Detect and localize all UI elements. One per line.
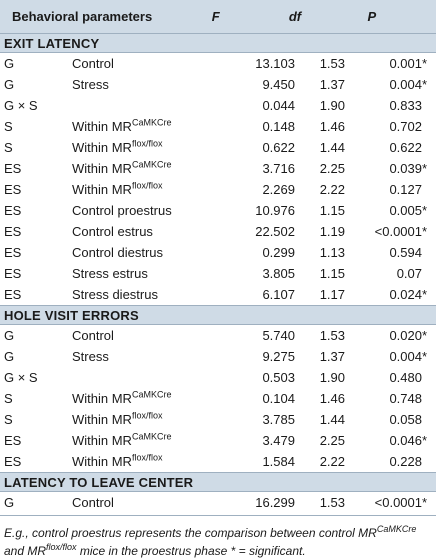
cell-f: 9.450 (262, 77, 295, 92)
cell-df: 1.46 (319, 391, 345, 406)
cell-df: 1.37 (319, 77, 345, 92)
cell-p: 0.833 (389, 98, 422, 113)
cell-p: 0.480 (389, 370, 422, 385)
cell-p: 0.748 (389, 391, 422, 406)
table-row (0, 221, 436, 242)
table-row (0, 451, 436, 472)
cell-group: ES (4, 433, 22, 448)
cell-comparison: Control proestrus (72, 203, 172, 218)
cell-group: ES (4, 203, 22, 218)
section-title: HOLE VISIT ERRORS (0, 305, 436, 325)
cell-comparison: Stress (72, 349, 109, 364)
cell-p: 0.228 (389, 454, 422, 469)
cell-f: 5.740 (262, 328, 295, 343)
cell-p: 0.004* (389, 349, 428, 364)
cell-comparison: Within $MR^{CaMKCre}$ (72, 431, 172, 448)
table-row (0, 242, 436, 263)
table-row (0, 430, 436, 451)
cell-f: 1.584 (262, 454, 295, 469)
table-row (0, 409, 436, 430)
table-row (0, 74, 436, 95)
cell-f: 0.148 (262, 119, 295, 134)
cell-f: 3.785 (262, 412, 295, 427)
cell-f: 16.299 (255, 495, 295, 510)
cell-comparison: Control estrus (72, 224, 153, 239)
cell-f: 6.107 (262, 287, 295, 302)
cell-f: 0.299 (262, 245, 295, 260)
section-title: LATENCY TO LEAVE CENTER (0, 472, 436, 492)
cell-df: 1.90 (319, 98, 345, 113)
cell-comparison: Within $MR^{CaMKCre}$ (72, 389, 172, 406)
table-row (0, 492, 436, 513)
cell-comparison: Within $MR^{CaMKCre}$ (72, 159, 172, 176)
cell-group: G (4, 495, 15, 510)
cell-df: 1.19 (319, 224, 345, 239)
cell-df: 2.25 (319, 433, 345, 448)
cell-comparison: Within $MR^{flox/flox}$ (72, 180, 163, 197)
cell-group: G (4, 56, 15, 71)
cell-p: 0.622 (389, 140, 422, 155)
cell-p: 0.127 (389, 182, 422, 197)
table-header (0, 0, 436, 33)
cell-p: 0.001* (389, 56, 428, 71)
cell-comparison: Stress estrus (72, 266, 148, 281)
cell-f: 2.269 (262, 182, 295, 197)
table-row (0, 200, 436, 221)
footnote: E.g., control proestrus represents the comparison between control $MR^{CaMKCre}$ and $MR^{flox/flox}$ mice in the proestrus phase * = significant. (0, 515, 436, 560)
cell-group: G (4, 349, 15, 364)
table-row (0, 179, 436, 200)
table-row (0, 284, 436, 305)
table-row (0, 367, 436, 388)
cell-df: 1.17 (319, 287, 345, 302)
cell-f: 22.502 (255, 224, 295, 239)
cell-f: 0.044 (262, 98, 295, 113)
cell-comparison: Control (72, 328, 114, 343)
cell-comparison: Within $MR^{flox/flox}$ (72, 452, 163, 469)
cell-comparison: Within $MR^{flox/flox}$ (72, 138, 163, 155)
cell-group: ES (4, 287, 22, 302)
cell-df: 1.13 (319, 245, 345, 260)
cell-group: S (4, 140, 13, 155)
cell-comparison: Stress (72, 77, 109, 92)
cell-group: S (4, 391, 13, 406)
cell-group: ES (4, 224, 22, 239)
table-row (0, 346, 436, 367)
cell-df: 1.15 (319, 266, 345, 281)
cell-comparison: Within $MR^{CaMKCre}$ (72, 117, 172, 134)
cell-df: 2.22 (319, 182, 345, 197)
table-body (0, 33, 436, 513)
cell-df: 1.44 (319, 140, 345, 155)
cell-group: G × S (4, 370, 38, 385)
cell-group: ES (4, 161, 22, 176)
cell-p: 0.058 (389, 412, 422, 427)
cell-f: 3.805 (262, 266, 295, 281)
header-p: P (367, 9, 377, 24)
cell-p: 0.039* (389, 161, 428, 176)
table-row (0, 158, 436, 179)
cell-df: 1.90 (319, 370, 345, 385)
cell-f: 0.503 (262, 370, 295, 385)
cell-p: 0.004* (389, 77, 428, 92)
cell-comparison: Control (72, 495, 114, 510)
table-row (0, 325, 436, 346)
header-param: Behavioral parameters (12, 9, 153, 24)
cell-f: 9.275 (262, 349, 295, 364)
cell-f: 13.103 (255, 56, 295, 71)
cell-comparison: Control diestrus (72, 245, 164, 260)
cell-group: ES (4, 182, 22, 197)
cell-f: 3.716 (262, 161, 295, 176)
table-row (0, 263, 436, 284)
cell-f: 10.976 (255, 203, 295, 218)
cell-f: 3.479 (262, 433, 295, 448)
cell-p: 0.020* (389, 328, 428, 343)
cell-comparison: Within $MR^{flox/flox}$ (72, 410, 163, 427)
cell-df: 1.53 (319, 56, 345, 71)
cell-group: ES (4, 266, 22, 281)
cell-df: 1.15 (319, 203, 345, 218)
table-row (0, 95, 436, 116)
cell-comparison: Control (72, 56, 114, 71)
cell-df: 2.25 (319, 161, 345, 176)
cell-group: ES (4, 245, 22, 260)
header-df: df (288, 9, 302, 24)
cell-group: G (4, 328, 15, 343)
cell-df: 1.44 (319, 412, 345, 427)
table-row (0, 388, 436, 409)
table-row (0, 53, 436, 74)
cell-p: 0.594 (389, 245, 422, 260)
table-row (0, 116, 436, 137)
cell-p: <0.0001* (374, 495, 428, 510)
section-title: EXIT LATENCY (0, 33, 436, 53)
cell-df: 1.53 (319, 328, 345, 343)
cell-f: 0.104 (262, 391, 295, 406)
cell-comparison: Stress diestrus (72, 287, 158, 302)
table-row (0, 137, 436, 158)
cell-df: 1.53 (319, 495, 345, 510)
cell-p: 0.024* (389, 287, 428, 302)
cell-p: 0.005* (389, 203, 428, 218)
cell-group: G × S (4, 98, 38, 113)
cell-p: <0.0001* (374, 224, 428, 239)
cell-df: 1.37 (319, 349, 345, 364)
cell-group: G (4, 77, 15, 92)
cell-p: 0.702 (389, 119, 422, 134)
cell-df: 2.22 (319, 454, 345, 469)
cell-df: 1.46 (319, 119, 345, 134)
cell-p: 0.07 (396, 266, 422, 281)
cell-p: 0.046* (389, 433, 428, 448)
header-f: F (211, 9, 220, 24)
cell-group: ES (4, 454, 22, 469)
cell-group: S (4, 412, 13, 427)
cell-f: 0.622 (262, 140, 295, 155)
cell-group: S (4, 119, 13, 134)
